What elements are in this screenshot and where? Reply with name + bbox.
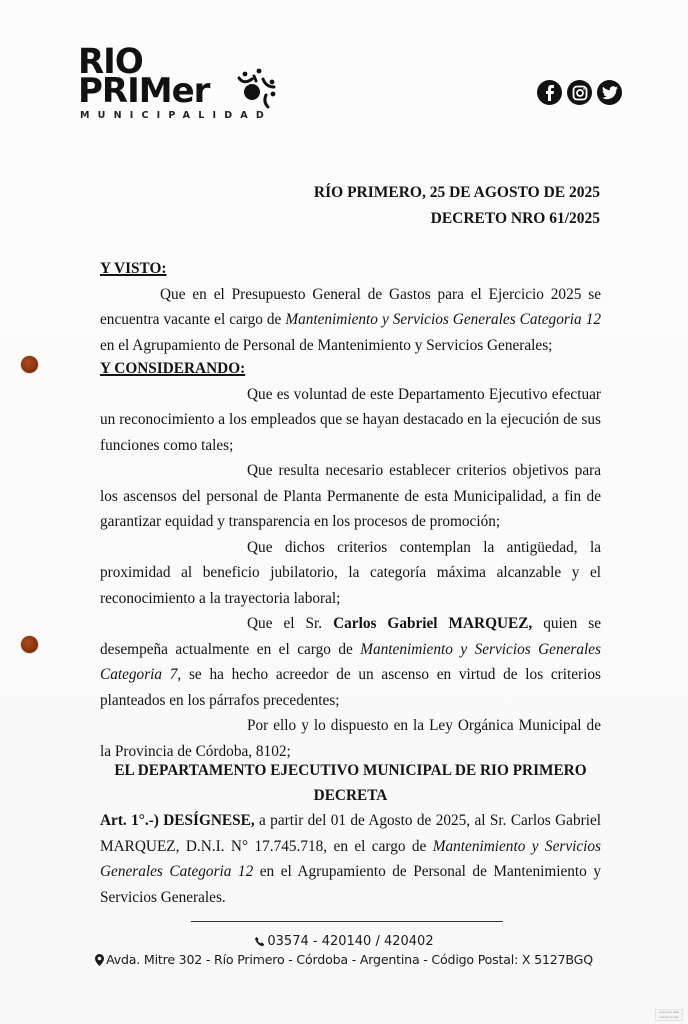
employee-name: Carlos Gabriel MARQUEZ, — [333, 615, 533, 632]
considerando-section — [100, 356, 601, 764]
footer-phone: 03574 - 420140 / 420402 — [0, 934, 688, 949]
article-1: Art. 1°.-) DESÍGNESE, a partir del 01 de Agosto de 2025, al Sr. Carlos Gabriel MARQUEZ, D.N.I. N° 17.745.718, en el cargo de Mantenimiento y Servicios Generales Categoria 12 en el Agrupamiento de Personal de Mantenimiento y Servicios Generales. — [100, 812, 601, 906]
sun-people-icon — [230, 65, 278, 113]
decreta-heading: DECRETA — [313, 787, 388, 804]
considerando-paragraph-3: Que dichos criterios contemplan la antigüedad, la proximidad al beneficio jubilatorio, la categoría máxima alcanzable y el reconocimiento a la trayectoria laboral; — [100, 538, 601, 607]
twitter-icon — [597, 80, 622, 105]
location-pin-icon — [95, 954, 104, 966]
visto-title: Y VISTO: — [100, 260, 167, 277]
punch-hole — [21, 636, 38, 653]
new-job-title: Mantenimiento y Servicios Generales Categoria 12 — [100, 837, 601, 880]
logo-text-rio: RIO — [78, 41, 143, 83]
visto-section — [100, 256, 601, 358]
scanner-watermark: Scanned with CamScanner — [655, 1009, 683, 1021]
resolution-heading: EL DEPARTAMENTO EJECUTIVO MUNICIPAL DE RIO PRIMERO — [114, 762, 587, 779]
considerando-paragraph-marquez: Que el Sr. Carlos Gabriel MARQUEZ, quien se desempeña actualmente en el cargo de Mantenimiento y Servicios Generales Categoria 7, se ha hecho acreedor de un ascenso en virtud de los criterios planteados en los párrafos precedentes; — [100, 615, 602, 709]
visto-paragraph: Que en el Presupuesto General de Gastos para el Ejercicio 2025 se encuentra vacante el cargo de Mantenimiento y Servicios Generales Categoria 12 en el Agrupamiento de Personal de Mantenimiento y Servicios Generales; — [100, 285, 601, 354]
decree-number: DECRETO NRO 61/2025 — [430, 210, 600, 227]
facebook-icon — [537, 80, 562, 105]
considerando-paragraph-1: Que es voluntad de este Departamento Ejecutivo efectuar un reconocimiento a los empleados que se hayan destacado en la ejecución de sus funciones como tales; — [100, 385, 601, 454]
job-title-italic: Mantenimiento y Servicios Generales Categoria 12 — [285, 311, 601, 328]
current-job-title: Mantenimiento y Servicios Generales Categoria 7 — [100, 640, 602, 683]
considerando-paragraph-2: Que resulta necesario establecer criterios objetivos para los ascensos del personal de Planta Permanente de esta Municipalidad, a fin de garantizar equidad y transparencia en los procesos de promoción; — [100, 462, 601, 530]
punch-hole — [21, 356, 38, 373]
instagram-icon — [567, 80, 592, 105]
footer-divider — [191, 921, 503, 922]
considerando-paragraph-ley: Por ello y lo dispuesto en la Ley Orgánica Municipal de la Provincia de Córdoba, 8102; — [100, 717, 601, 760]
logo-text-primero: PRIMer — [78, 71, 210, 111]
considerando-title: Y CONSIDERANDO: — [100, 360, 246, 377]
decree-date: RÍO PRIMERO, 25 DE AGOSTO DE 2025 — [313, 184, 600, 201]
article-1-label: Art. 1°.-) DESÍGNESE, — [100, 812, 255, 829]
municipality-logo — [78, 41, 278, 127]
phone-icon — [254, 936, 265, 947]
logo-subtitle: MUNICIPALIDAD — [80, 110, 272, 121]
footer-address: Avda. Mitre 302 - Río Primero - Córdoba - Argentina - Código Postal: X 5127BGQ — [0, 952, 688, 967]
social-icons — [537, 80, 622, 105]
